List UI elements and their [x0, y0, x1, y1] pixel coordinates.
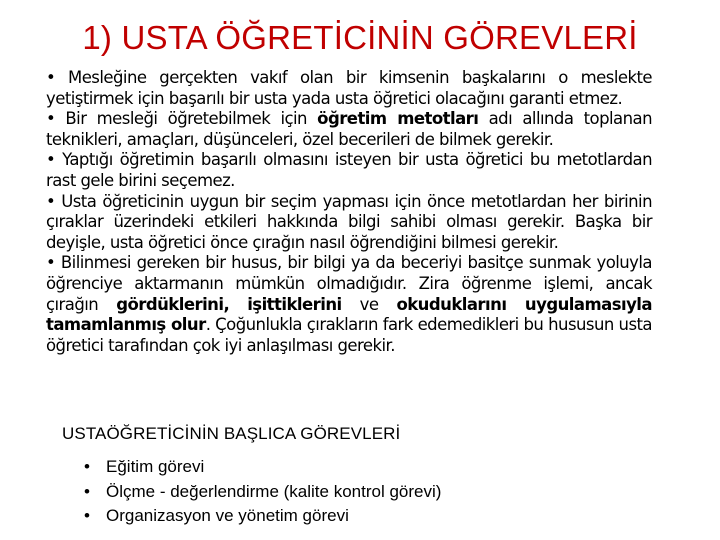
- paragraph-2-bold-term: öğretim metotları: [317, 109, 479, 129]
- paragraph-5-bold-2: işittiklerini: [247, 294, 342, 314]
- paragraph-5-text-b: . Çoğunlukla çırakların fark edemedikleri bu hususun usta öğretici tarafından çok iyi anlaşılması gerekir.: [46, 315, 652, 355]
- paragraph-2-text-a: • Bir mesleği öğretebilmek için: [46, 109, 318, 129]
- paragraph-1: • Mesleğine gerçekten vakıf olan bir kimsenin başkalarını o meslekte yetiştirmek için başarılı bir usta yada usta öğretici olacağını garanti etmez.: [46, 68, 652, 108]
- paragraph-2: [46, 109, 652, 150]
- body-text: [46, 68, 652, 356]
- duties-list: [84, 455, 441, 529]
- paragraph-2-text-b: adı allında toplanan teknikleri, amaçları, düşünceleri, özel becerileri de bilmek gerekir.: [46, 109, 652, 149]
- slide-title: 1) USTA ÖĞRETİCİNİN GÖREVLERİ: [82, 19, 638, 56]
- bullet-icon: •: [84, 457, 90, 476]
- list-item-label: Eğitim görevi: [106, 457, 205, 476]
- paragraph-5-bold-1: gördüklerini,: [116, 294, 230, 314]
- section-heading: USTAÖĞRETİCİNİN BAŞLICA GÖREVLERİ: [62, 424, 401, 443]
- list-item: [84, 455, 441, 480]
- paragraph-5-bold-3: okuduklarını uygulamasıyla tamamlanmış olur: [46, 294, 652, 335]
- paragraph-5-sep-1: [229, 295, 247, 314]
- paragraph-5: [46, 253, 652, 356]
- list-item: [84, 504, 441, 529]
- bullet-icon: •: [84, 506, 90, 525]
- list-item-label: Organizasyon ve yönetim görevi: [106, 506, 349, 525]
- paragraph-3: • Yaptığı öğretimin başarılı olmasını isteyen bir usta öğretici bu metotlardan rast gele birini seçemez.: [46, 150, 652, 190]
- list-item: [84, 480, 441, 505]
- paragraph-5-sep-2: ve: [341, 294, 397, 314]
- paragraph-5-text-a: • Bilinmesi gereken bir husus, bir bilgi ya da beceriyi basitçe sunmak yoluyla öğrenciye aktarmanın mümkün olmadığıdır. Zira öğrenme işlemi, ancak çırağın: [46, 253, 652, 314]
- paragraph-4: • Usta öğreticinin uygun bir seçim yapması için önce metotlardan her birinin çıraklar üzerindeki etkileri hakkında bilgi sahibi olması gerekir. Başka bir deyişle, usta öğretici önce çırağın nasıl öğrendiğini bilmesi gerekir.: [46, 191, 652, 252]
- bullet-icon: •: [84, 481, 90, 501]
- list-item-label: Ölçme - değerlendirme (kalite kontrol görevi): [106, 481, 442, 501]
